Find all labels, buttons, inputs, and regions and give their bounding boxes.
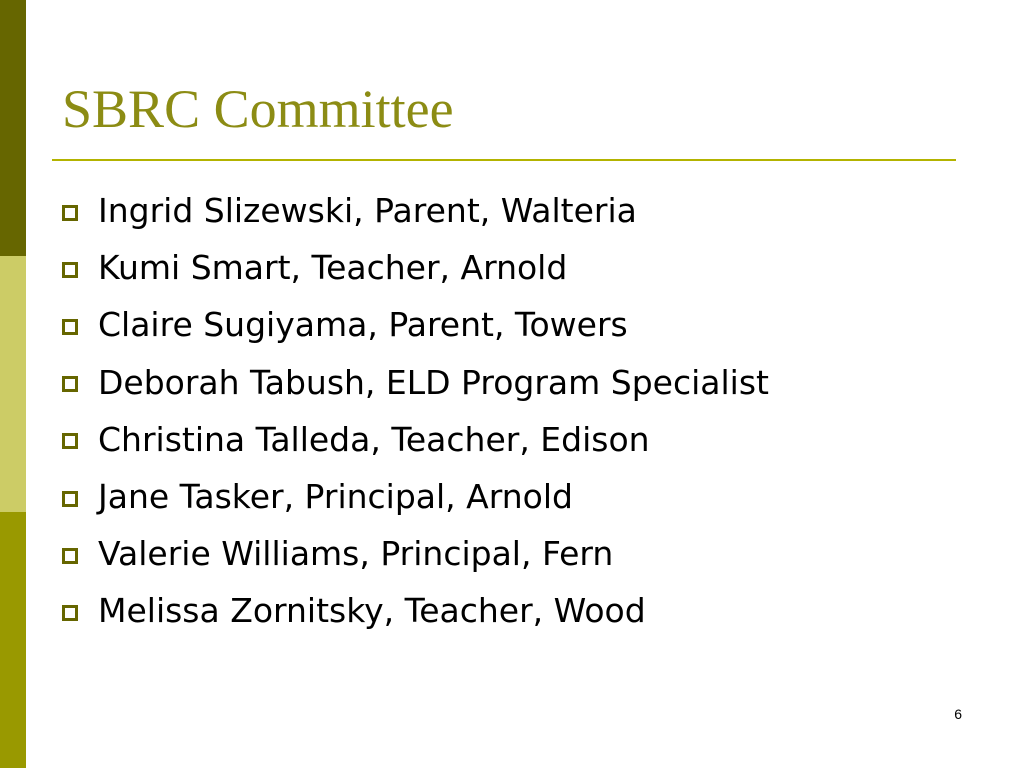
list-item-text: Melissa Zornitsky, Teacher, Wood xyxy=(98,591,646,631)
list-item xyxy=(62,411,769,468)
hollow-square-icon xyxy=(62,605,78,621)
list-item xyxy=(62,182,769,239)
hollow-square-icon xyxy=(62,376,78,392)
list-item-text: Valerie Williams, Principal, Fern xyxy=(98,534,614,574)
hollow-square-icon xyxy=(62,319,78,335)
page-number: 6 xyxy=(954,706,962,722)
sidebar-olive-segment xyxy=(0,512,26,768)
list-item xyxy=(62,296,769,353)
list-item-text: Claire Sugiyama, Parent, Towers xyxy=(98,305,628,345)
sidebar-light-segment xyxy=(0,256,26,512)
list-item-text: Deborah Tabush, ELD Program Specialist xyxy=(98,362,769,402)
list-item xyxy=(62,239,769,296)
hollow-square-icon xyxy=(62,262,78,278)
hollow-square-icon xyxy=(62,548,78,564)
list-item-text: Ingrid Slizewski, Parent, Walteria xyxy=(98,191,637,231)
hollow-square-icon xyxy=(62,433,78,449)
title-divider xyxy=(52,159,956,161)
slide-title: SBRC Committee xyxy=(62,79,454,139)
hollow-square-icon xyxy=(62,205,78,221)
list-item xyxy=(62,354,769,411)
list-item xyxy=(62,525,769,582)
hollow-square-icon xyxy=(62,491,78,507)
list-item xyxy=(62,468,769,525)
member-list xyxy=(62,182,769,640)
list-item-text: Christina Talleda, Teacher, Edison xyxy=(98,419,650,459)
list-item-text: Jane Tasker, Principal, Arnold xyxy=(98,477,573,517)
sidebar-dark-segment xyxy=(0,0,26,256)
list-item-text: Kumi Smart, Teacher, Arnold xyxy=(98,248,568,288)
list-item xyxy=(62,582,769,639)
